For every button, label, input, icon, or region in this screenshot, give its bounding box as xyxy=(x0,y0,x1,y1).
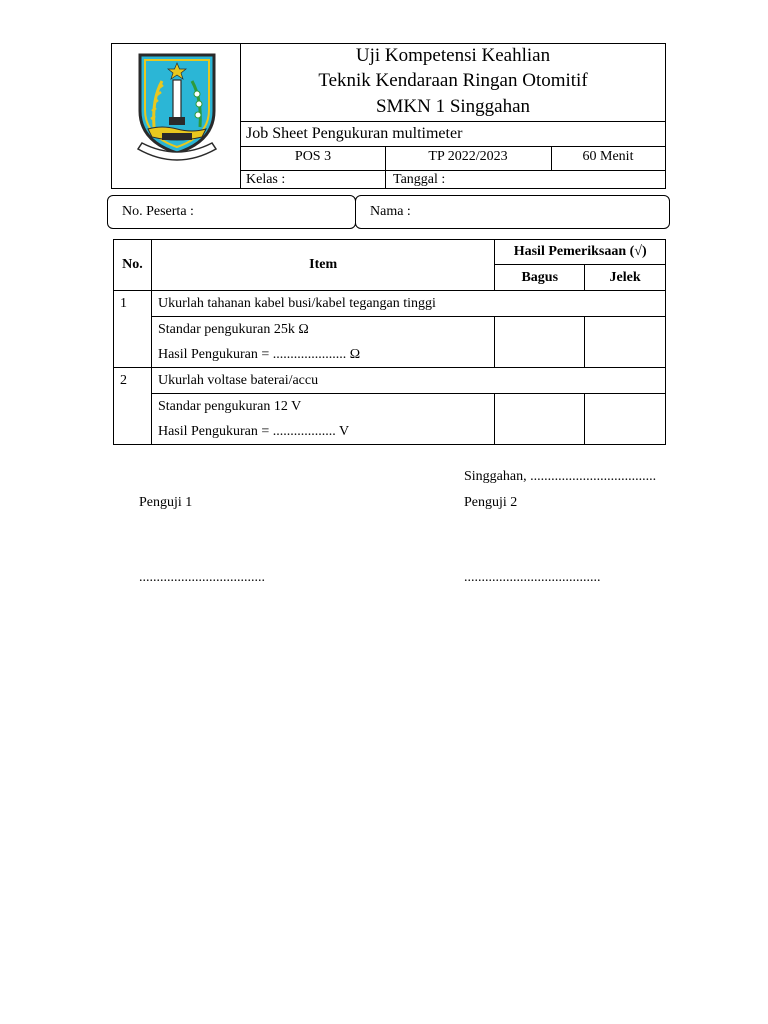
divider xyxy=(241,146,665,147)
table-row xyxy=(114,291,666,317)
standard-text: Standar pengukuran 12 V xyxy=(157,399,302,414)
col-header-bagus: Bagus xyxy=(495,265,585,291)
no-peserta-field[interactable]: No. Peserta : xyxy=(107,195,356,229)
divider xyxy=(385,170,386,188)
header-box xyxy=(111,43,666,189)
penguji-2-signature-line[interactable]: ....................................... xyxy=(464,570,601,585)
penguji-2-label: Penguji 2 xyxy=(464,495,518,510)
row-number: 2 xyxy=(114,368,152,445)
standard-text: Standar pengukuran 25k Ω xyxy=(157,322,309,337)
task-description: Ukurlah voltase baterai/accu xyxy=(151,368,665,394)
tanggal-field[interactable]: Tanggal : xyxy=(393,172,446,187)
title-line-2: Teknik Kendaraan Ringan Otomitif xyxy=(318,70,588,91)
emblem-monument xyxy=(173,80,181,120)
table-header-row xyxy=(114,240,666,265)
task-description: Ukurlah tahanan kabel busi/kabel tegangan tinggi xyxy=(151,291,665,317)
jelek-checkbox-cell[interactable] xyxy=(585,317,666,368)
emblem-banner xyxy=(162,133,192,140)
school-year-label: TP 2022/2023 xyxy=(428,149,508,164)
table-row xyxy=(114,317,666,368)
nama-field[interactable]: Nama : xyxy=(355,195,670,229)
kelas-field[interactable]: Kelas : xyxy=(246,172,286,187)
duration-label: 60 Menit xyxy=(582,149,634,164)
result-field[interactable]: Hasil Pengukuran = .................. V xyxy=(157,424,350,439)
bagus-checkbox-cell[interactable] xyxy=(495,317,585,368)
title-line-1: Uji Kompetensi Keahlian xyxy=(355,45,551,66)
school-name: SMKN 1 Singgahan xyxy=(375,96,531,117)
divider xyxy=(241,170,665,171)
col-header-no: No. xyxy=(114,240,152,291)
penguji-1-label: Penguji 1 xyxy=(139,495,193,510)
col-header-jelek: Jelek xyxy=(585,265,666,291)
table-row xyxy=(114,368,666,394)
col-header-hasil: Hasil Pemeriksaan (√) xyxy=(495,240,666,265)
divider xyxy=(241,121,665,122)
jawa-timur-emblem-logo xyxy=(132,49,222,165)
logo-cell xyxy=(112,44,241,188)
result-field[interactable]: Hasil Pengukuran = ..................... Ω xyxy=(157,347,361,362)
col-header-item: Item xyxy=(151,240,494,291)
pos-label: POS 3 xyxy=(294,149,332,164)
measurement-cell xyxy=(151,394,494,445)
jelek-checkbox-cell[interactable] xyxy=(585,394,666,445)
row-number: 1 xyxy=(114,291,152,368)
penguji-1-signature-line[interactable]: .................................... xyxy=(139,570,265,585)
inspection-table xyxy=(113,239,666,445)
table-row xyxy=(114,394,666,445)
place-date-line[interactable]: Singgahan, .................................... xyxy=(464,469,657,484)
bagus-checkbox-cell[interactable] xyxy=(495,394,585,445)
job-sheet-title: Job Sheet Pengukuran multimeter xyxy=(246,125,463,142)
measurement-cell xyxy=(151,317,494,368)
